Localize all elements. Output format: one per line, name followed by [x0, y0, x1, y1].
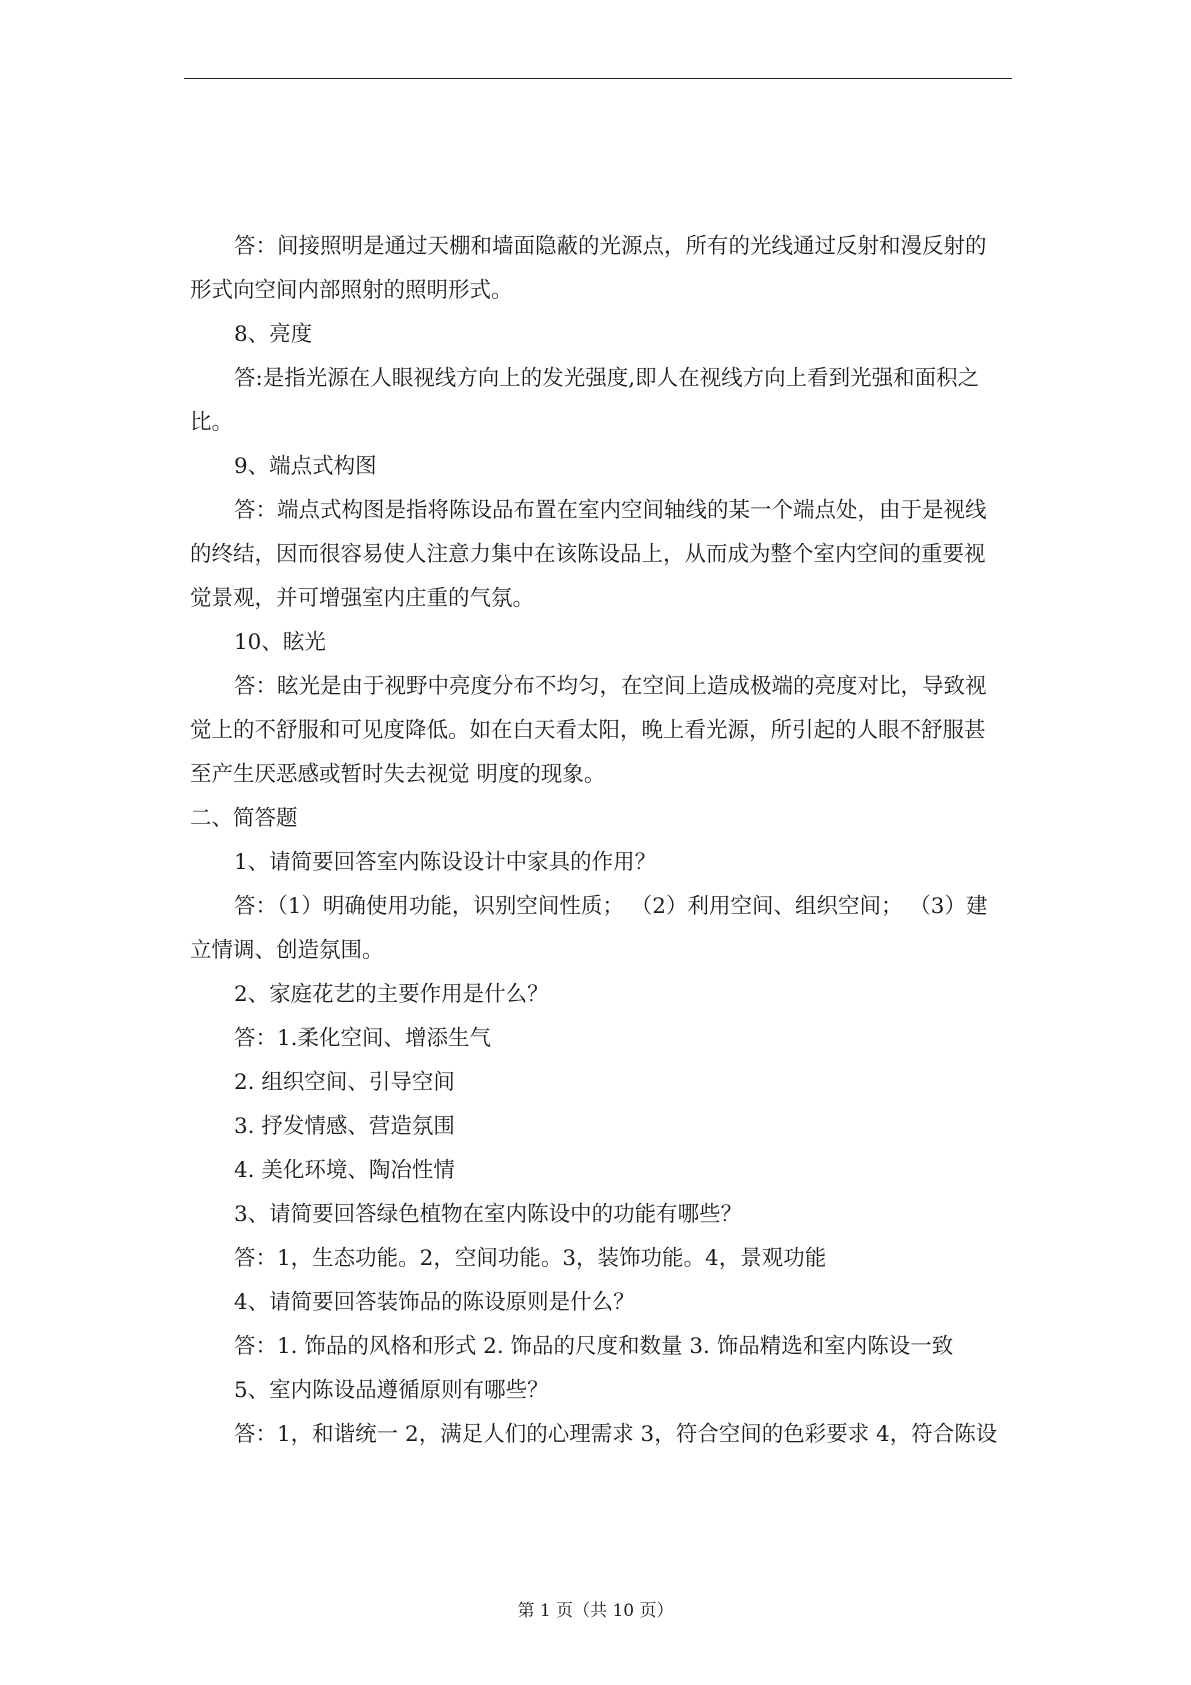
paragraph	[190, 1369, 1016, 1413]
paragraph	[190, 445, 1016, 489]
text-line: 至产生厌恶感或暂时失去视觉 明度的现象。	[190, 762, 606, 787]
paragraph	[190, 1325, 1016, 1369]
text-line: 立情调、创造氛围。	[190, 938, 384, 963]
paragraph	[190, 1413, 1016, 1457]
text-line: 2、家庭花艺的主要作用是什么？	[234, 982, 549, 1007]
document-body	[190, 225, 1016, 1457]
paragraph	[190, 1149, 1016, 1193]
text-line: 形式向空间内部照射的照明形式。	[190, 278, 513, 303]
paragraph	[190, 973, 1016, 1017]
page-footer: 第 1 页（共 10 页）	[517, 1601, 674, 1621]
text-line: 5、室内陈设品遵循原则有哪些？	[234, 1378, 549, 1403]
text-line: 9、端点式构图	[234, 454, 377, 479]
paragraph	[190, 489, 1016, 621]
text-line: 的终结，因而很容易使人注意力集中在该陈设品上，从而成为整个室内空间的重要视	[190, 542, 986, 567]
text-line: 答：眩光是由于视野中亮度分布不均匀，在空间上造成极端的亮度对比，导致视	[234, 674, 987, 699]
paragraph	[190, 1105, 1016, 1149]
text-line: 答：（1）明确使用功能，识别空间性质； （2）利用空间、组织空间； （3）建	[234, 894, 988, 919]
paragraph	[190, 1017, 1016, 1061]
text-line: 比。	[190, 410, 234, 435]
text-line: 觉上的不舒服和可见度降低。如在白天看太阳，晚上看光源，所引起的人眼不舒服甚	[190, 718, 986, 743]
text-line: 10、眩光	[234, 630, 326, 655]
text-line: 答：1. 饰品的风格和形式 2. 饰品的尺度和数量 3. 饰品精选和室内陈设一致	[234, 1334, 954, 1359]
text-line: 4. 美化环境、陶冶性情	[234, 1158, 455, 1183]
text-line: 1、请简要回答室内陈设设计中家具的作用？	[234, 850, 657, 875]
paragraph	[190, 1281, 1016, 1325]
text-line: 答：1，和谐统一 2，满足人们的心理需求 3，符合空间的色彩要求 4，符合陈设	[234, 1422, 998, 1447]
paragraph	[190, 225, 1016, 313]
text-line: 答：1.柔化空间、增添生气	[234, 1026, 492, 1051]
paragraph	[190, 665, 1016, 797]
header-rule	[184, 78, 1012, 79]
text-line: 3、请简要回答绿色植物在室内陈设中的功能有哪些？	[234, 1202, 743, 1227]
paragraph	[190, 1193, 1016, 1237]
paragraph	[190, 1061, 1016, 1105]
text-line: 二、简答题	[190, 806, 298, 831]
paragraph	[190, 621, 1016, 665]
text-line: 答：间接照明是通过天棚和墙面隐蔽的光源点，所有的光线通过反射和漫反射的	[234, 234, 987, 259]
text-line: 8、亮度	[234, 322, 313, 347]
text-line: 4、请简要回答装饰品的陈设原则是什么？	[234, 1290, 635, 1315]
text-line: 3. 抒发情感、营造氛围	[234, 1114, 455, 1139]
paragraph	[190, 357, 1016, 445]
text-line: 答:是指光源在人眼视线方向上的发光强度,即人在视线方向上看到光强和面积之	[234, 366, 980, 391]
text-line: 觉景观，并可增强室内庄重的气氛。	[190, 586, 535, 611]
paragraph	[190, 797, 1016, 841]
text-line: 2. 组织空间、引导空间	[234, 1070, 455, 1095]
text-line: 答：端点式构图是指将陈设品布置在室内空间轴线的某一个端点处，由于是视线	[234, 498, 987, 523]
paragraph	[190, 841, 1016, 885]
paragraph	[190, 1237, 1016, 1281]
text-line: 答：1，生态功能。2，空间功能。3，装饰功能。4，景观功能	[234, 1246, 827, 1271]
paragraph	[190, 313, 1016, 357]
paragraph	[190, 885, 1016, 973]
